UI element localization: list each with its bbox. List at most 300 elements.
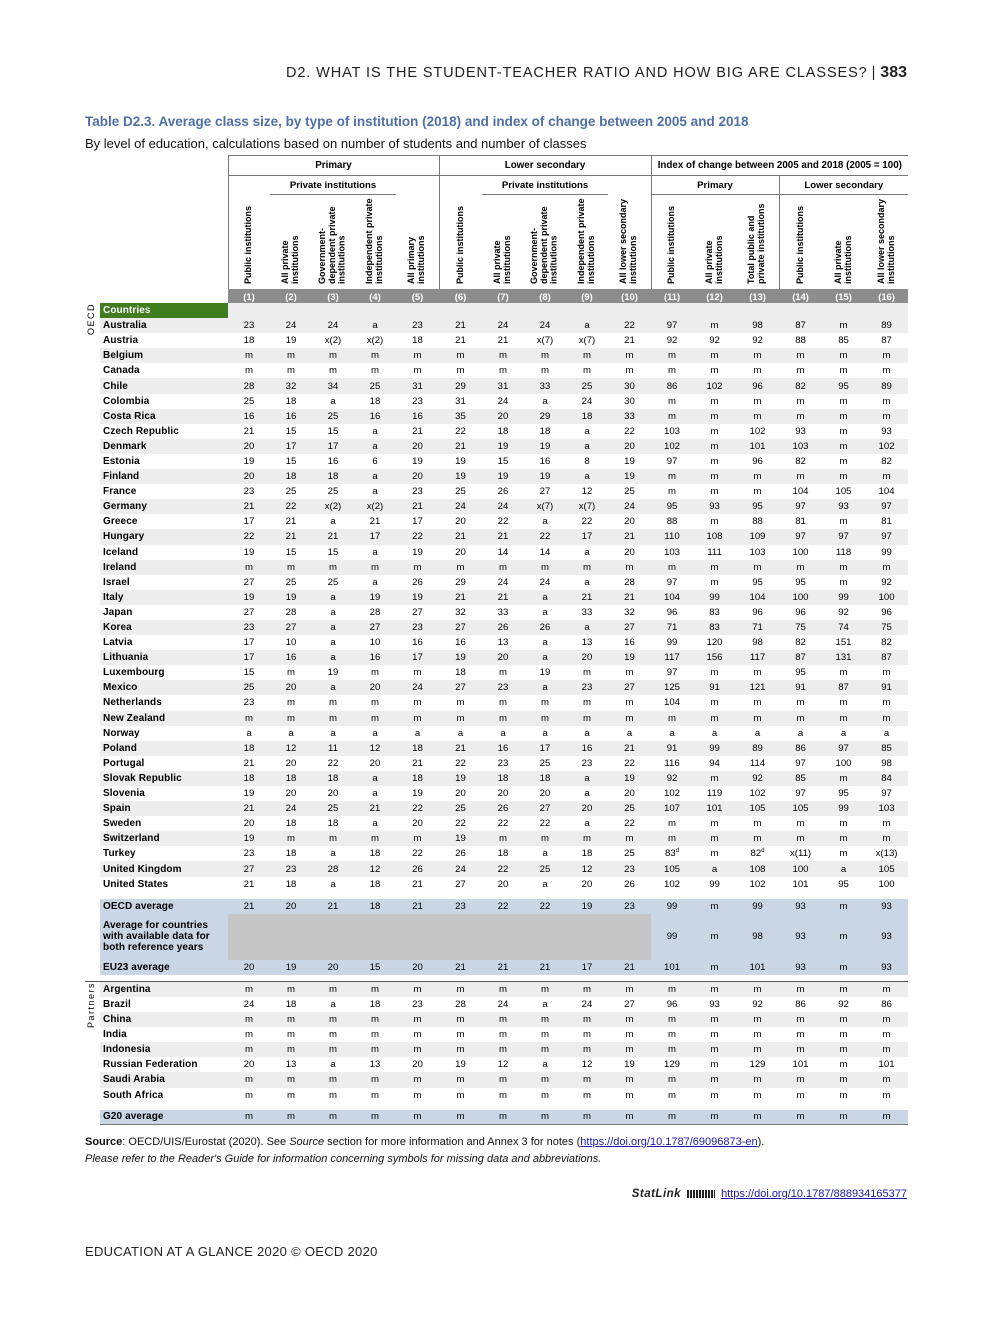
- table-cell: [822, 318, 865, 333]
- table-cell: [693, 711, 736, 726]
- row-label: Norway: [103, 727, 140, 739]
- table-cell: [396, 680, 439, 695]
- cell-value: 19: [243, 455, 255, 467]
- cell-value: m: [413, 833, 422, 845]
- table-cell: [651, 394, 693, 409]
- cell-value: m: [839, 667, 848, 679]
- cell-value: m: [839, 1089, 848, 1101]
- table-cell: [354, 1057, 396, 1072]
- table-cell: [439, 711, 482, 726]
- cell-value: 18: [369, 900, 381, 912]
- cell-value: 20: [412, 440, 423, 452]
- cell-value: 21: [624, 961, 635, 973]
- cell-value: 13: [497, 637, 509, 649]
- table-cell: [865, 545, 908, 560]
- column-header: [439, 195, 482, 290]
- table-cell: [312, 348, 354, 363]
- side-label-cell: [85, 303, 100, 892]
- cell-value: 102: [749, 425, 766, 437]
- cell-value: 16: [497, 742, 509, 754]
- table-cell: [865, 982, 908, 997]
- cell-value: 27: [455, 878, 466, 890]
- table-row: [85, 726, 908, 741]
- cell-value: 18: [369, 395, 381, 407]
- table-row: [85, 665, 908, 680]
- running-head: [286, 64, 907, 82]
- table-cell: [354, 575, 396, 590]
- column-header-label: All private institutions: [703, 235, 724, 284]
- cell-value: m: [413, 350, 422, 362]
- table-cell: [396, 545, 439, 560]
- table-cell: [693, 590, 736, 605]
- cell-value: m: [583, 984, 591, 996]
- table-cell: [693, 650, 736, 665]
- cell-value: 23: [412, 622, 423, 634]
- row-label: Saudi Arabia: [100, 1072, 228, 1087]
- cell-value: m: [583, 350, 591, 362]
- table-cell: [312, 499, 354, 514]
- cell-value: 20: [327, 961, 339, 973]
- table-cell: [608, 439, 651, 454]
- table-cell: [822, 711, 865, 726]
- subheader-index-lower-secondary: Lower secondary: [779, 176, 908, 195]
- table-cell: [822, 1027, 865, 1042]
- table-cell: [270, 1088, 312, 1103]
- table-cell: [270, 635, 312, 650]
- cell-value: 20: [624, 516, 635, 528]
- spacer-cell: [85, 975, 908, 982]
- cell-value: 81: [881, 516, 892, 528]
- cell-value: 82: [795, 637, 806, 649]
- table-cell: [865, 1012, 908, 1027]
- table-cell: [865, 1110, 908, 1125]
- table-cell: [608, 409, 651, 424]
- table-cell: [228, 363, 270, 378]
- cell-value: 15: [327, 425, 339, 437]
- cell-value: m: [583, 1089, 591, 1101]
- cell-value: a: [711, 727, 718, 739]
- table-cell: [439, 680, 482, 695]
- cell-value: m: [668, 818, 677, 830]
- cell-value: m: [371, 712, 379, 724]
- table-cell: [566, 1088, 608, 1103]
- table-cell: [566, 801, 608, 816]
- table-cell: [779, 394, 822, 409]
- table-cell: [736, 394, 779, 409]
- cell-value: 18: [369, 998, 381, 1010]
- cell-value: 21: [455, 531, 466, 543]
- cell-value: m: [329, 1074, 337, 1086]
- cell-value: 102: [664, 440, 681, 452]
- cell-value: 32: [624, 606, 635, 618]
- table-cell: [736, 378, 779, 393]
- cell-value: m: [413, 1029, 422, 1041]
- cell-value: 21: [497, 531, 509, 543]
- cell-value: m: [456, 1029, 465, 1041]
- cell-value: 20: [624, 788, 635, 800]
- column-header: [396, 195, 439, 290]
- table-cell: [354, 560, 396, 575]
- table-cell: [822, 409, 865, 424]
- cell-value: a: [542, 395, 548, 407]
- table-cell: [651, 499, 693, 514]
- table-cell: [608, 454, 651, 469]
- cell-value: 17: [412, 652, 423, 664]
- table-cell: [482, 846, 524, 861]
- table-cell: [482, 363, 524, 378]
- cell-value: 24: [412, 682, 423, 694]
- cell-value: 82: [881, 637, 892, 649]
- table-cell: [608, 318, 651, 333]
- cell-value: m: [753, 471, 762, 483]
- cell-value: m: [287, 1089, 295, 1101]
- table-cell: [228, 1027, 270, 1042]
- cell-value: m: [329, 1089, 337, 1101]
- table-cell: [865, 303, 908, 318]
- cell-value: m: [882, 833, 891, 845]
- cell-value: 24: [624, 501, 635, 513]
- cell-value: 17: [243, 637, 255, 649]
- cell-value: a: [542, 1059, 548, 1071]
- cell-value: 29: [455, 576, 466, 588]
- cell-value: 19: [497, 471, 509, 483]
- table-cell: [396, 454, 439, 469]
- row-label: Germany: [100, 499, 228, 514]
- table-cell: [865, 499, 908, 514]
- table-cell: [354, 529, 396, 544]
- table-cell: [228, 514, 270, 529]
- cell-value: x(7): [578, 335, 596, 347]
- cell-value: m: [499, 1044, 507, 1056]
- table-cell: [312, 1110, 354, 1125]
- table-row: [85, 650, 908, 665]
- table-cell: [312, 545, 354, 560]
- table-cell: [566, 756, 608, 771]
- cell-value: 104: [664, 697, 681, 709]
- table-cell: [865, 846, 908, 861]
- table-cell: [228, 469, 270, 484]
- table-cell: [439, 816, 482, 831]
- table-cell: [270, 1027, 312, 1042]
- table-cell: [228, 1012, 270, 1027]
- cell-value: m: [287, 712, 295, 724]
- table-cell: [865, 861, 908, 876]
- cell-value: 23: [581, 757, 593, 769]
- table-cell: [779, 960, 822, 975]
- cell-value: 96: [752, 455, 763, 467]
- table-cell: [608, 771, 651, 786]
- cell-value: 16: [369, 410, 381, 422]
- cell-value: 23: [243, 622, 255, 634]
- table-cell: [396, 801, 439, 816]
- table-cell: [822, 394, 865, 409]
- table-cell: [396, 303, 439, 318]
- cell-value: 21: [455, 591, 466, 603]
- table-cell: [779, 899, 822, 914]
- cell-value: 82: [795, 455, 806, 467]
- table-cell: [693, 877, 736, 892]
- table-cell: [651, 1072, 693, 1087]
- table-cell: [312, 409, 354, 424]
- table-cell: [524, 409, 566, 424]
- table-cell: [439, 914, 482, 960]
- table-cell: [736, 899, 779, 914]
- cell-value: 25: [243, 682, 255, 694]
- column-header-label: Government-dependent private institutions: [529, 206, 559, 284]
- cell-value: 82: [881, 455, 892, 467]
- cell-value: 104: [749, 591, 766, 603]
- cell-value: 101: [792, 1059, 809, 1071]
- cell-value: 119: [706, 788, 723, 800]
- table-cell: [693, 831, 736, 846]
- table-cell: [270, 899, 312, 914]
- column-header-label: Public institutions: [454, 206, 465, 284]
- table-cell: [822, 831, 865, 846]
- cell-value: 20: [497, 878, 509, 890]
- table-cell: [228, 424, 270, 439]
- table-cell: [566, 620, 608, 635]
- row-label: Spain: [100, 801, 228, 816]
- table-cell: [524, 575, 566, 590]
- table-cell: [228, 960, 270, 975]
- cell-value: 34: [327, 380, 339, 392]
- header-blank: [439, 176, 482, 195]
- table-cell: [822, 545, 865, 560]
- table-row: [85, 575, 908, 590]
- table-cell: [270, 333, 312, 348]
- row-label: Sweden: [103, 818, 142, 830]
- cell-value: 18: [327, 471, 339, 483]
- table-cell: [228, 333, 270, 348]
- cell-value: 21: [327, 531, 339, 543]
- table-cell: [354, 469, 396, 484]
- column-header-label: Public institutions: [243, 206, 254, 284]
- cell-value: 18: [285, 818, 297, 830]
- table-cell: [608, 665, 651, 680]
- cell-value: m: [710, 1059, 719, 1071]
- table-cell: [566, 499, 608, 514]
- cell-value: m: [710, 1111, 719, 1123]
- table-cell: [736, 997, 779, 1012]
- cell-value: 21: [455, 961, 466, 973]
- side-group-label: OECD: [86, 303, 96, 336]
- table-cell: [693, 741, 736, 756]
- table-cell: [312, 997, 354, 1012]
- table-cell: [736, 1110, 779, 1125]
- table-row: [85, 560, 908, 575]
- table-cell: [228, 711, 270, 726]
- table-cell: [482, 514, 524, 529]
- cell-value: m: [710, 410, 719, 422]
- cell-value: m: [499, 667, 507, 679]
- table-cell: [693, 665, 736, 680]
- table-cell: [439, 771, 482, 786]
- table-cell: [270, 318, 312, 333]
- column-number: (8): [524, 289, 566, 303]
- cell-value: 25: [539, 757, 551, 769]
- table-cell: [736, 620, 779, 635]
- cell-value: m: [329, 1044, 337, 1056]
- table-cell: [228, 771, 270, 786]
- cell-value: 102: [749, 878, 766, 890]
- table-cell: [396, 575, 439, 590]
- table-cell: [396, 756, 439, 771]
- table-cell: [822, 982, 865, 997]
- cell-value: 21: [243, 501, 255, 513]
- cell-value: m: [882, 1029, 891, 1041]
- table-cell: [608, 545, 651, 560]
- table-cell: [270, 756, 312, 771]
- cell-value: 19: [624, 772, 635, 784]
- cell-value: 100: [792, 591, 809, 603]
- table-cell: [736, 318, 779, 333]
- cell-value: m: [329, 833, 337, 845]
- table-cell: [228, 846, 270, 861]
- table-cell: [822, 484, 865, 499]
- cell-value: 87: [795, 320, 806, 332]
- table-cell: [354, 861, 396, 876]
- row-label: China: [100, 1012, 228, 1027]
- table-cell: [693, 409, 736, 424]
- table-cell: [693, 846, 736, 861]
- cell-value: 92: [666, 772, 678, 784]
- cell-value: m: [796, 1074, 805, 1086]
- table-cell: [865, 997, 908, 1012]
- table-cell: [228, 590, 270, 605]
- table-cell: [524, 484, 566, 499]
- cell-value: m: [371, 1029, 379, 1041]
- table-cell: [524, 1072, 566, 1087]
- column-header: [779, 195, 822, 290]
- source-note: [85, 1136, 764, 1148]
- cell-value: 92: [838, 998, 849, 1010]
- column-header-label: All private institutions: [280, 235, 300, 284]
- cell-value: 13: [581, 637, 593, 649]
- table-cell: [566, 960, 608, 975]
- table-cell: [228, 409, 270, 424]
- column-number: (11): [651, 289, 693, 303]
- cell-value: 23: [243, 697, 255, 709]
- table-cell: [736, 303, 779, 318]
- cell-value: 17: [243, 516, 255, 528]
- column-number: (9): [566, 289, 608, 303]
- table-cell: [693, 756, 736, 771]
- row-label: Poland: [100, 741, 228, 756]
- column-header-label: All primary institutions: [406, 235, 427, 284]
- cell-value: m: [456, 1089, 465, 1101]
- column-number: (10): [608, 289, 651, 303]
- table-cell: [822, 529, 865, 544]
- statlink-url[interactable]: https://doi.org/10.1787/888934165377: [721, 1188, 907, 1200]
- table-cell: [312, 960, 354, 975]
- cell-value: m: [456, 984, 465, 996]
- table-cell: [779, 756, 822, 771]
- cell-value: a: [372, 576, 378, 588]
- column-header-label: Independent private institutions: [576, 198, 596, 284]
- table-cell: [270, 786, 312, 801]
- cell-value: m: [456, 350, 465, 362]
- side-group-label: Partners: [86, 982, 96, 1029]
- row-spacer: [85, 975, 908, 982]
- cell-value: 23: [243, 320, 255, 332]
- table-cell: [482, 454, 524, 469]
- table-cell: [566, 877, 608, 892]
- table-cell: [354, 831, 396, 846]
- cell-value: 19: [285, 591, 297, 603]
- cell-value: 20: [455, 788, 466, 800]
- cell-value: m: [839, 425, 848, 437]
- column-header-label: All private institutions: [832, 235, 853, 284]
- table-cell: [396, 333, 439, 348]
- cell-value: m: [329, 712, 337, 724]
- cell-value: x(2): [324, 335, 342, 347]
- table-cell: [482, 861, 524, 876]
- table-cell: [396, 484, 439, 499]
- table-cell: [736, 333, 779, 348]
- table-row: [85, 499, 908, 514]
- group-header-primary: Primary: [228, 156, 439, 176]
- row-label: France: [103, 486, 137, 498]
- table-cell: [566, 1027, 608, 1042]
- table-cell: [693, 529, 736, 544]
- table-cell: [693, 620, 736, 635]
- cell-value: 97: [838, 531, 849, 543]
- cell-value: 21: [624, 591, 635, 603]
- table-cell: [439, 1110, 482, 1125]
- table-row: [85, 363, 908, 378]
- table-cell: [865, 741, 908, 756]
- cell-value: a: [457, 727, 464, 739]
- source-link[interactable]: https://doi.org/10.1787/69096873-en: [580, 1136, 758, 1148]
- cell-value: m: [329, 1111, 337, 1123]
- column-header: [693, 195, 736, 290]
- table-cell: [651, 914, 693, 960]
- cell-value: a: [372, 818, 378, 830]
- cell-value: a: [330, 395, 336, 407]
- table-cell: [693, 348, 736, 363]
- cell-value: 98: [752, 931, 763, 943]
- cell-value: 20: [285, 682, 297, 694]
- cell-value: 21: [455, 335, 466, 347]
- table-cell: [524, 861, 566, 876]
- table-cell: [566, 1042, 608, 1057]
- table-cell: [865, 899, 908, 914]
- table-cell: [396, 1072, 439, 1087]
- table-cell: [228, 695, 270, 710]
- cell-value: a: [372, 486, 378, 498]
- cell-value: m: [882, 410, 891, 422]
- cell-value: m: [710, 440, 719, 452]
- row-label: Italy: [100, 590, 228, 605]
- table-cell: [822, 680, 865, 695]
- table-cell: [651, 514, 693, 529]
- cell-value: m: [839, 984, 848, 996]
- table-cell: [439, 982, 482, 997]
- table-cell: [270, 363, 312, 378]
- column-header-label: All private institutions: [492, 235, 512, 284]
- table-cell: [312, 982, 354, 997]
- table-cell: [228, 877, 270, 892]
- table-cell: [354, 378, 396, 393]
- table-cell: [608, 575, 651, 590]
- table-cell: [865, 469, 908, 484]
- cell-value: 20: [539, 788, 551, 800]
- table-cell: [396, 1110, 439, 1125]
- row-label: Brazil: [103, 998, 131, 1010]
- cell-value: a: [330, 998, 336, 1010]
- table-cell: [566, 1110, 608, 1125]
- table-cell: [482, 982, 524, 997]
